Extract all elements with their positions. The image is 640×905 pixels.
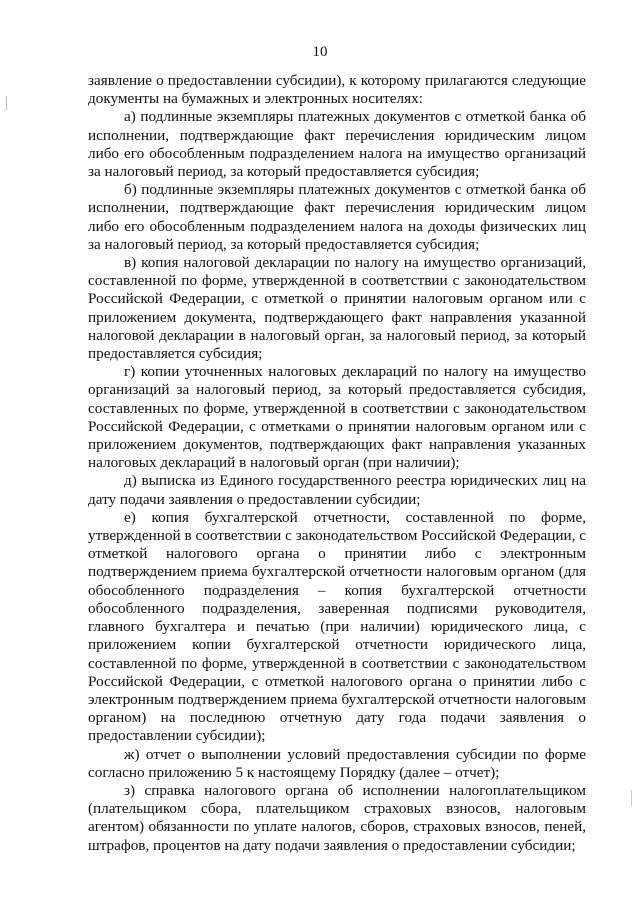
list-item-zh: ж) отчет о выполнении условий предоставления субсидии по форме согласно приложению 5 к настоящему Порядку (далее – отчет); <box>88 745 586 781</box>
list-item-b: б) подлинные экземпляры платежных документов с отметкой банка об исполнении, подтверждающие факт перечисления юридическим лицом либо его обособленным подразделением налога на доходы физических лиц за налоговый период, за который предоставляется субсидия; <box>88 181 586 253</box>
list-item-e: е) копия бухгалтерской отчетности, составленной по форме, утвержденной в соответствии с законодательством Российской Федерации, с отметкой налогового органа о принятии либо с электронным подтверждением приема бухгалтерской отчетности налоговым органом (для обособленного подразделения – копия бухгалтерской отчетности обособленного подразделения, заверенная подписями руководителя, главного бухгалтера и печатью (при наличии) юридического лица, с приложением копии бухгалтерской отчетности юридического лица, составленной по форме, утвержденной в соответствии с законодательством Российской Федерации, с отметкой налогового органа о принятии либо с электронным подтверждением приема бухгалтерской отчетности налоговым органом) на последнюю отчетную дату года подачи заявления о предоставлении субсидии); <box>88 508 586 745</box>
document-body <box>88 72 586 855</box>
scan-margin-mark <box>6 96 7 110</box>
scan-margin-mark-right <box>631 790 632 806</box>
list-item-v: в) копия налоговой декларации по налогу на имущество организаций, составленной по форме, утвержденной в соответствии с законодательством Российской Федерации, с отметкой о принятии налоговым органом или с приложением документа, подтверждающего факт направления указанной налоговой декларации в налоговый орган, за налоговый период, за который предоставляется субсидия; <box>88 254 586 363</box>
list-item-z: з) справка налогового органа об исполнении налогоплательщиком (плательщиком сбора, плательщиком страховых взносов, налоговым агентом) обязанности по уплате налогов, сборов, страховых взносов, пеней, штрафов, процентов на дату подачи заявления о предоставлении субсидии; <box>88 781 586 854</box>
list-item-g: г) копии уточненных налоговых деклараций по налогу на имущество организаций за налоговый период, за который предоставляется субсидия, составленных по форме, утвержденной в соответствии с законодательством Российской Федерации, с отметками о принятии налоговым органом или с приложением документов, подтверждающих факт направления указанных налоговых деклараций в налоговый орган (при наличии); <box>88 363 586 472</box>
list-item-d: д) выписка из Единого государственного реестра юридических лиц на дату подачи заявления о предоставлении субсидии; <box>88 472 586 508</box>
list-item-a: а) подлинные экземпляры платежных документов с отметкой банка об исполнении, подтверждающие факт перечисления юридическим лицом либо его обособленным подразделением налога на имущество организаций за налоговый период, за который предоставляется субсидия; <box>88 108 586 181</box>
intro-paragraph: заявление о предоставлении субсидии), к которому прилагаются следующие документы на бумажных и электронных носителях: <box>88 72 586 108</box>
page-number: 10 <box>312 44 328 60</box>
